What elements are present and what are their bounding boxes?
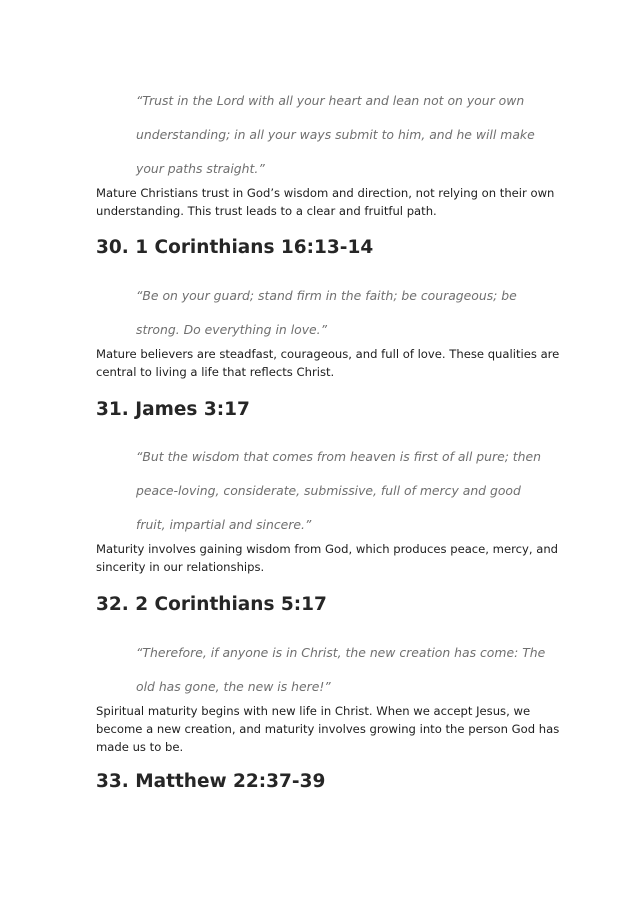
paragraph-line: Spiritual maturity begins with new life in Christ. When we accept Jesus, we: [96, 704, 531, 718]
quote-proverbs: [96, 84, 535, 186]
quote-line: “Therefore, if anyone is in Christ, the new creation has come: The: [136, 645, 546, 660]
paragraph-proverbs: [96, 184, 554, 220]
section-30-heading-wrap: [96, 236, 373, 260]
section-31-heading-wrap: [96, 398, 250, 422]
paragraph-line: sincerity in our relationships.: [96, 560, 265, 574]
paragraph-line: understanding. This trust leads to a clear and fruitful path.: [96, 204, 437, 218]
quote-line: peace-loving, considerate, submissive, full of mercy and good: [136, 483, 521, 498]
paragraph-2-corinthians-5: [96, 702, 559, 756]
paragraph-line: become a new creation, and maturity involves growing into the person God has: [96, 722, 560, 736]
section-heading: 31. James 3:17: [96, 399, 250, 420]
paragraph-line: central to living a life that reflects Christ.: [96, 365, 335, 379]
paragraph-line: Maturity involves gaining wisdom from God, which produces peace, mercy, and: [96, 542, 559, 556]
quote-line: fruit, impartial and sincere.”: [136, 517, 312, 532]
quote-line: “Trust in the Lord with all your heart and lean not on your own: [136, 93, 525, 108]
paragraph-1-corinthians-16: [96, 345, 559, 381]
quote-2-corinthians-5: [96, 636, 545, 704]
quote-line: your paths straight.”: [136, 161, 265, 176]
quote-line: “Be on your guard; stand firm in the faith; be courageous; be: [136, 288, 517, 303]
paragraph-line: Mature believers are steadfast, courageous, and full of love. These qualities are: [96, 347, 560, 361]
section-heading: 33. Matthew 22:37-39: [96, 771, 326, 792]
quote-line: old has gone, the new is here!”: [136, 679, 331, 694]
paragraph-line: Mature Christians trust in God’s wisdom and direction, not relying on their own: [96, 186, 555, 200]
section-heading: 32. 2 Corinthians 5:17: [96, 594, 327, 615]
section-33-heading-wrap: [96, 770, 325, 794]
quote-james-3: [96, 440, 541, 542]
section-32-heading-wrap: [96, 593, 327, 617]
quote-line: understanding; in all your ways submit to him, and he will make: [136, 127, 535, 142]
quote-line: strong. Do everything in love.”: [136, 322, 328, 337]
paragraph-james-3: [96, 540, 558, 576]
quote-1-corinthians-16: [96, 279, 517, 347]
quote-line: “But the wisdom that comes from heaven is first of all pure; then: [136, 449, 541, 464]
section-heading: 30. 1 Corinthians 16:13-14: [96, 237, 374, 258]
paragraph-line: made us to be.: [96, 740, 184, 754]
